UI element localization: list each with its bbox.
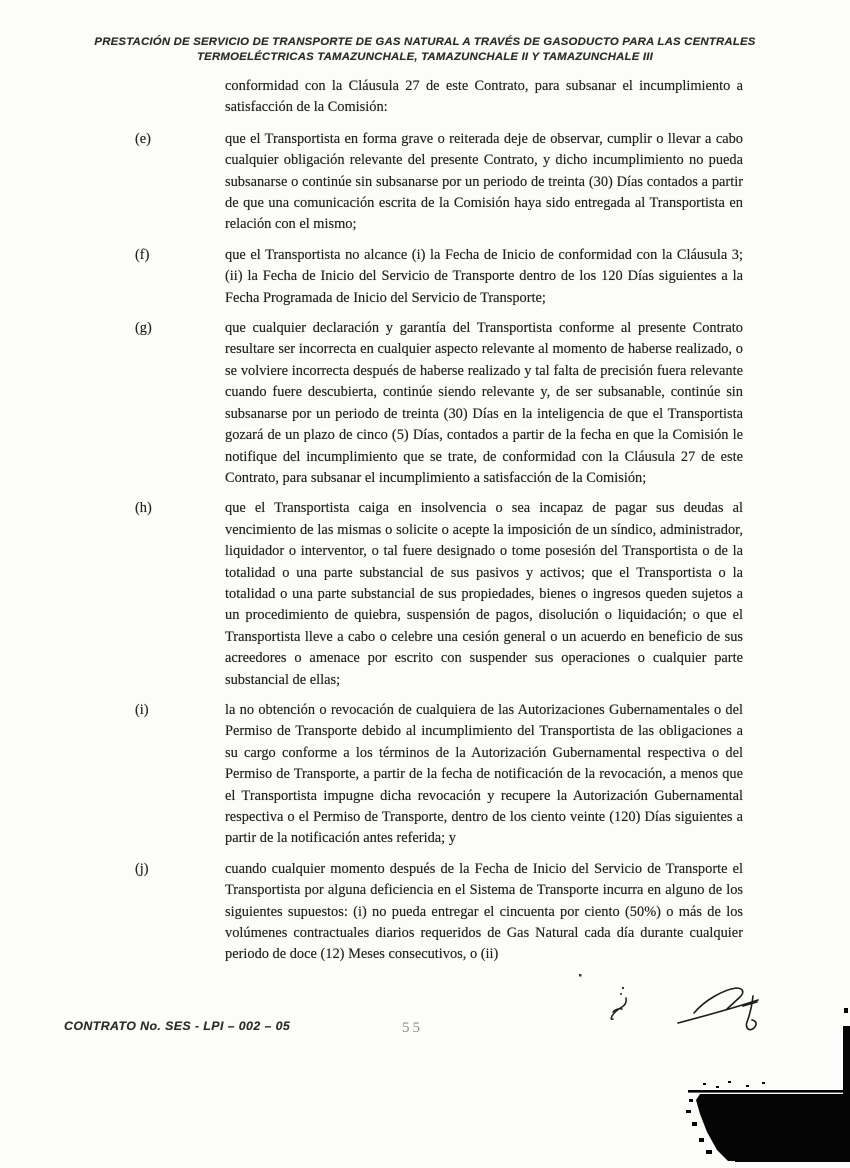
header-line-1: PRESTACIÓN DE SERVICIO DE TRANSPORTE DE GAS NATURAL A TRAVÉS DE GASODUCTO PARA LAS CENTRALES bbox=[94, 36, 756, 48]
stray-dot-mark bbox=[579, 974, 582, 977]
scan-artifact-blob bbox=[686, 1008, 850, 1162]
clause-j-label: (j) bbox=[135, 860, 149, 877]
clause-i-text: la no obtención o revocación de cualquiera de las Autorizaciones Gubernamentales o del Permiso de Transporte debido al incumplimiento del Transportista de las obligaciones a su cargo conforme a los términos de la Autorización Gubernamental respectiva o del Permiso de Transporte, a partir de la fecha de notificación de la revocación, a menos que el Transportista impugne dicha revocación y recupere la Autorización Gubernamental respectiva o el Permiso de Transporte, dentro de los ciento veinte (120) Días siguientes a partir de la notificación antes referida; y bbox=[225, 701, 743, 847]
footer-contract-number: CONTRATO No. SES - LPI – 002 – 05 bbox=[64, 1019, 291, 1033]
clause-f-label: (f) bbox=[135, 246, 150, 263]
clause-f bbox=[135, 245, 743, 309]
clause-e bbox=[135, 129, 743, 236]
clause-h-label: (h) bbox=[135, 500, 152, 517]
page-running-header bbox=[0, 35, 850, 64]
intro-paragraph: conformidad con la Cláusula 27 de este Contrato, para subsanar el incumplimiento a satisfacción de la Comisión: bbox=[225, 78, 743, 116]
clause-e-label: (e) bbox=[135, 130, 151, 147]
handwritten-initials-large bbox=[678, 988, 758, 1030]
clause-i bbox=[135, 700, 743, 850]
clause-e-text: que el Transportista en forma grave o reiterada deje de observar, cumplir o llevar a cabo cualquier obligación relevante del presente Contrato, y dicho incumplimiento no pueda subsanarse o continúe sin subsanarse por un periodo de treinta (30) Días contados a partir de que una comunicación escrita de la Comisión haya sido entregada al Transportista en relación con el mismo; bbox=[225, 130, 743, 233]
clause-h bbox=[135, 498, 743, 691]
clause-i-label: (i) bbox=[135, 701, 149, 718]
contract-body bbox=[135, 76, 743, 966]
clause-j-text: cuando cualquier momento después de la Fecha de Inicio del Servicio de Transporte el Transportista por alguna deficiencia en el Sistema de Transporte incurra en alguno de los siguientes supuestos: (i) no pueda entregar el cincuenta por ciento (50%) o más de los volúmenes contractuales diarios requeridos de Gas Natural cada día durante cualquier periodo de doce (12) Meses consecutivos, o (ii) bbox=[225, 860, 743, 963]
clause-h-text: que el Transportista caiga en insolvencia o sea incapaz de pagar sus deudas al vencimiento de las mismas o solicite o acepte la imposición de un síndico, administrador, liquidador o interventor, o tal fuere designado o tome posesión del Transportista o de la totalidad o una parte substancial de sus pasivos y activos; que el Transportista o la totalidad o una parte substancial de sus propiedades, bienes o ingresos queden sujetos a un procedimiento de quiebra, suspensión de pagos, disolución o liquidación; o que el Transportista lleve a cabo o celebre una cesión general o un acuerdo en beneficio de sus acreedores o amenace por escrito con suspender sus operaciones o cualquier parte substancial de ellas; bbox=[225, 500, 743, 688]
clause-j bbox=[135, 859, 743, 966]
clause-g-label: (g) bbox=[135, 320, 152, 337]
clause-f-text: que el Transportista no alcance (i) la Fecha de Inicio de conformidad con la Cláusula 3; (ii) la Fecha de Inicio del Servicio de Transporte dentro de los 120 Días siguientes a la Fecha Programada de Inicio del Servicio de Transporte; bbox=[225, 246, 743, 306]
clause-g bbox=[135, 318, 743, 489]
header-line-2: TERMOELÉCTRICAS TAMAZUNCHALE, TAMAZUNCHALE II Y TAMAZUNCHALE III bbox=[197, 50, 653, 63]
page-number: 55 bbox=[402, 1020, 423, 1036]
clause-g-text: que cualquier declaración y garantía del Transportista conforme al presente Contrato resultare ser incorrecta en cualquier aspecto relevante al momento de haberse realizado, o se volviere incorrecta después de haberse realizado y tal falta de precisión fuera relevante cuando fuere descubierta, continúe siendo relevante y, de ser subsanable, continúe sin subsanarse por un periodo de treinta (30) Días en la inteligencia de que el Transportista gozará de un plazo de cinco (5) Días, contados a partir de la fecha en que la Comisión le notifique del incumplimiento que se trate, de conformidad con la Cláusula 27 de este Contrato, para subsanar el incumplimiento a satisfacción de la Comisión; bbox=[225, 320, 743, 486]
handwritten-initial-small bbox=[611, 987, 626, 1019]
